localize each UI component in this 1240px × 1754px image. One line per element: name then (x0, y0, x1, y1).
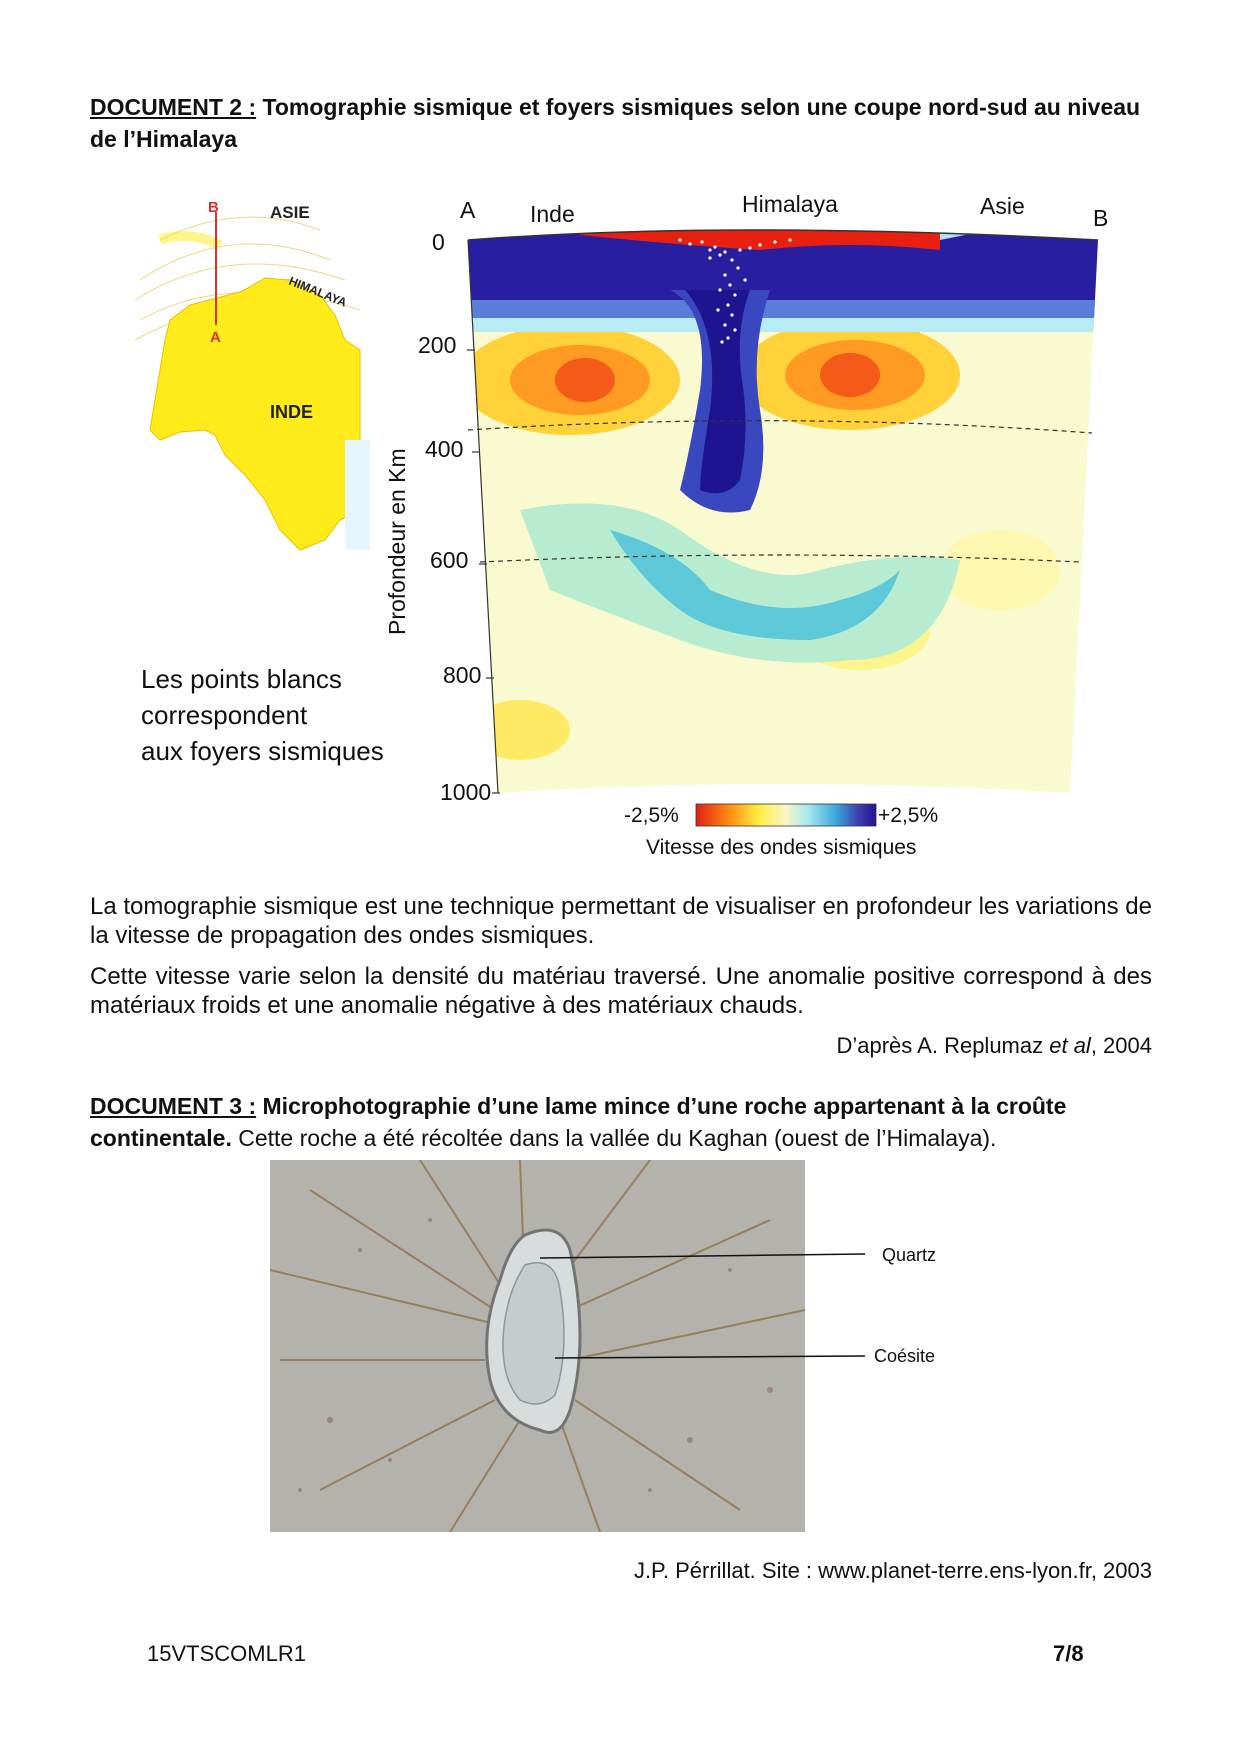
source1-prefix: D’après A. Replumaz (836, 1033, 1050, 1058)
depth-tick-600: 600 (430, 547, 469, 573)
map-label-inde: INDE (270, 402, 314, 422)
depth-axis-label: Profondeur en Km (384, 448, 410, 635)
map-label-asie: ASIE (270, 203, 310, 222)
tomography-section (380, 190, 1120, 870)
paragraph-velocity: Cette vitesse varie selon la densité du matériau traversé. Une anomalie positive correspond à des matériaux froids et une anomalie négative à des matériaux chauds. (90, 963, 1152, 1019)
source-perrillat: J.P. Pérrillat. Site : www.planet-terre.ens-lyon.fr, 2003 (633, 1558, 1152, 1583)
label-coesite: Coésite (874, 1346, 936, 1366)
document-3-tag: DOCUMENT 3 : (90, 1093, 257, 1119)
velocity-color-scale (696, 804, 876, 826)
tomo-label-b: B (1093, 205, 1109, 231)
tomo-label-himalaya: Himalaya (742, 191, 838, 217)
source1-suffix: , 2004 (1090, 1033, 1152, 1058)
depth-tick-1000: 1000 (440, 779, 492, 805)
depth-tick-0: 0 (432, 229, 445, 255)
footer-exam-code: 15VTSCOMLR1 (147, 1641, 306, 1666)
note-line-2: correspondent (141, 700, 308, 730)
note-line-1: Les points blancs (141, 664, 342, 694)
document-3-title (90, 1090, 1152, 1154)
depth-tick-200: 200 (418, 332, 457, 358)
map-label-himalaya: HIMALAYA (286, 273, 349, 310)
scale-max-label: +2,5% (878, 804, 939, 827)
source-replumaz (836, 1032, 1152, 1060)
document-3-heading: Microphotographie d’une lame mince d’une roche appartenant à la croûte continentale. (90, 1093, 1067, 1151)
tomo-label-asie: Asie (980, 193, 1025, 219)
document-2-tag: DOCUMENT 2 : (90, 94, 257, 120)
india-landmass (150, 278, 360, 550)
document-3-subtitle: Cette roche a été récoltée dans la vallée du Kaghan (ouest de l’Himalaya). (231, 1125, 997, 1151)
label-quartz: Quartz (882, 1245, 937, 1265)
seismic-foci-note (141, 661, 384, 769)
map-label-b: B (208, 200, 219, 216)
depth-tick-800: 800 (443, 662, 482, 688)
tomo-label-a: A (460, 197, 476, 223)
scale-caption: Vitesse des ondes sismiques (646, 836, 917, 859)
paragraph-tomography: La tomographie sismique est une technique permettant de visualiser en profondeur les variations de la vitesse de propagation des ondes sismiques. (90, 893, 1152, 949)
footer-page-number: 7/8 (1053, 1641, 1084, 1666)
microphotograph (270, 1160, 970, 1532)
note-line-3: aux foyers sismiques (141, 736, 384, 766)
depth-tick-400: 400 (425, 436, 464, 462)
source1-italic: et al (1049, 1033, 1091, 1058)
tomography-image (440, 210, 1120, 830)
scale-min-label: -2,5% (624, 804, 679, 827)
location-map (130, 200, 370, 620)
document-2-title (90, 91, 1152, 155)
document-2-heading: Tomographie sismique et foyers sismiques selon une coupe nord-sud au niveau de l’Himalaya (90, 94, 1141, 152)
map-label-a: A (210, 329, 221, 346)
tomo-label-inde: Inde (530, 201, 575, 227)
